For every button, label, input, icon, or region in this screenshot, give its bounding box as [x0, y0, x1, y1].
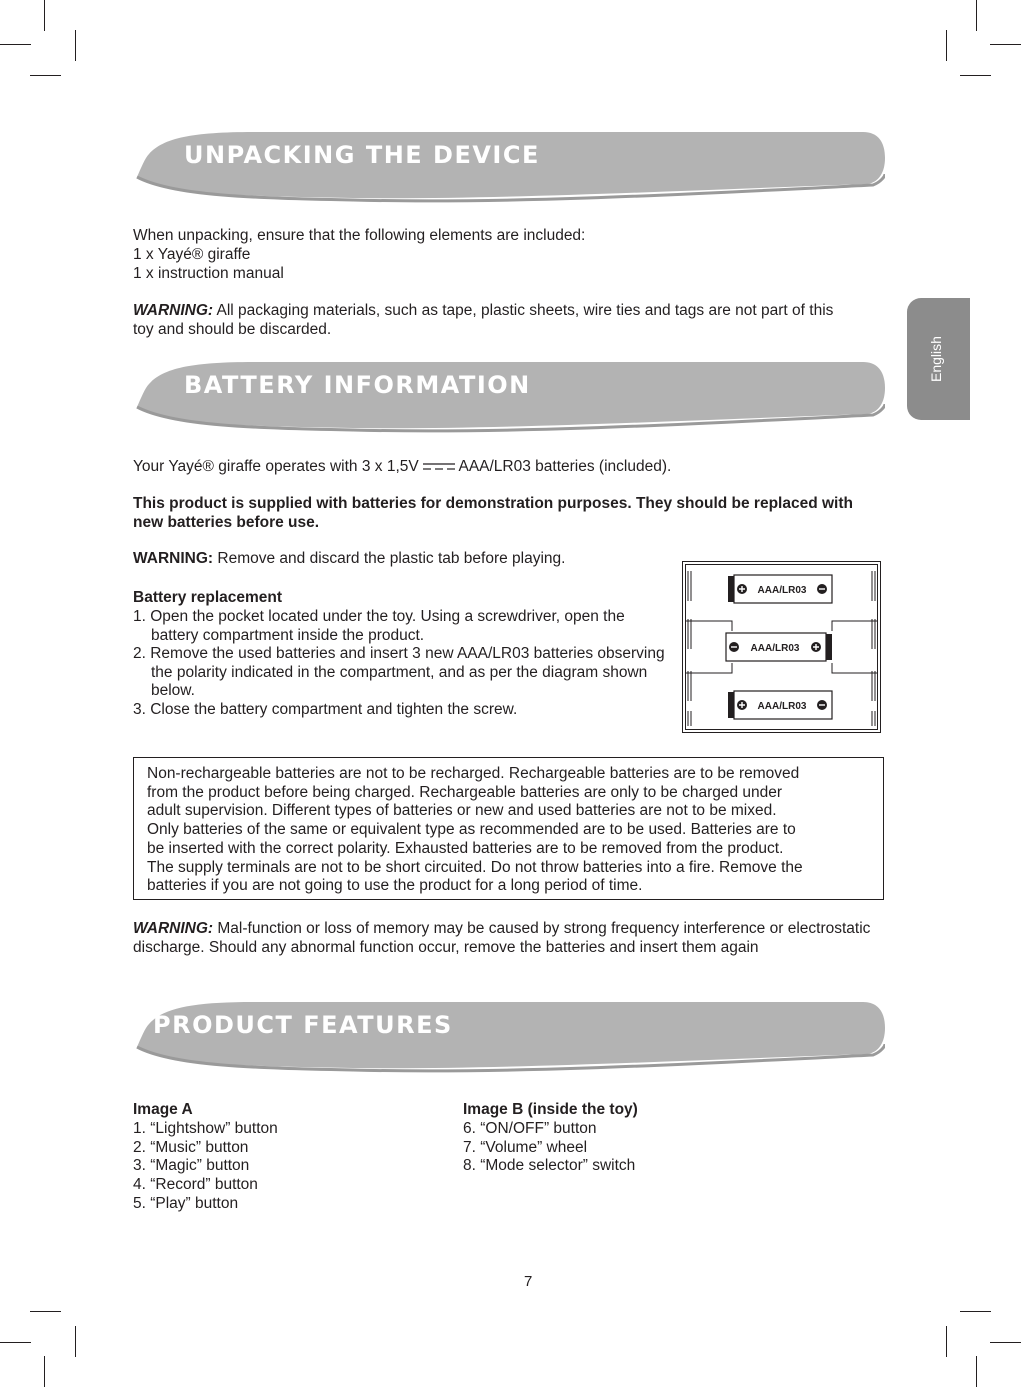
unpacking-warning — [133, 302, 893, 321]
crop-mark — [44, 1356, 45, 1387]
notice-line: The supply terminals are not to be short circuited. Do not throw batteries into a fire. Remove the — [147, 858, 803, 876]
unpacking-intro: When unpacking, ensure that the following elements are included: — [133, 227, 586, 244]
dc-symbol-icon — [423, 462, 455, 472]
image-b-title: Image B (inside the toy) — [463, 1101, 638, 1118]
list-item: 3. “Magic” button — [133, 1157, 250, 1174]
list-item: 6. “ON/OFF” button — [463, 1120, 597, 1137]
crop-mark — [976, 1356, 977, 1387]
crop-mark — [44, 0, 45, 31]
battery-safety-notice — [133, 757, 884, 900]
warning-text: Mal-function or loss of memory may be caused by strong frequency interference or electrostatic discharge. Should any abnormal function occur, remove the batteries and insert them again — [133, 920, 871, 956]
interference-warning — [133, 920, 873, 957]
crop-mark — [0, 1342, 31, 1343]
section-title: UNPACKING THE DEVICE — [184, 141, 540, 169]
notice-line: be inserted with the correct polarity. Exhausted batteries are to be removed from the product. — [147, 839, 784, 857]
crop-mark — [946, 1326, 947, 1357]
notice-line: from the product before being charged. Rechargeable batteries are only to be charged under — [147, 783, 783, 801]
replacement-step: 2. Remove the used batteries and insert 3 new AAA/LR03 batteries observing the polarity indicated in the compartment, and as per the diagram shown below. — [133, 645, 665, 700]
battery-spec-text: Your Yayé® giraffe operates with 3 x 1,5V — [133, 458, 424, 475]
warning-label: WARNING: — [133, 302, 214, 319]
crop-mark — [960, 75, 991, 76]
replacement-title: Battery replacement — [133, 589, 283, 606]
list-item: 1 x instruction manual — [133, 265, 284, 282]
notice-line: batteries if you are not going to use the product for a long period of time. — [147, 877, 643, 895]
notice-line: Non-rechargeable batteries are not to be recharged. Rechargeable batteries are to be removed — [147, 765, 800, 782]
list-item: 2. “Music” button — [133, 1139, 249, 1156]
battery-cell-label: AAA/LR03 — [750, 643, 800, 654]
battery-cell-label: AAA/LR03 — [757, 585, 807, 596]
battery-cell-label: AAA/LR03 — [757, 701, 807, 712]
section-banner-battery — [133, 360, 885, 440]
unpacking-warning-cont: toy and should be discarded. — [133, 321, 332, 338]
section-banner-features — [133, 1000, 885, 1080]
battery-cell — [728, 575, 832, 603]
list-item: 8. “Mode selector” switch — [463, 1157, 636, 1174]
image-a-title: Image A — [133, 1101, 193, 1118]
battery-cell — [728, 691, 832, 719]
notice-line: adult supervision. Different types of batteries or new and used batteries are not to be mixed. — [147, 802, 777, 820]
replacement-step: 1. Open the pocket located under the toy. Using a screwdriver, open the battery compartment inside the product. — [133, 608, 625, 644]
crop-mark — [75, 30, 76, 61]
demo-note: This product is supplied with batteries for demonstration purposes. They should be replaced with new batteries before use. — [133, 495, 853, 531]
section-banner-unpacking — [133, 130, 885, 210]
battery-spec-text: AAA/LR03 batteries (included). — [455, 458, 672, 475]
section-title: PRODUCT FEATURES — [153, 1011, 453, 1039]
crop-mark — [990, 1342, 1021, 1343]
warning-text: Remove and discard the plastic tab before playing. — [213, 550, 566, 567]
replacement-step: 3. Close the battery compartment and tighten the screw. — [133, 701, 518, 718]
battery-spec — [133, 458, 671, 477]
battery-warning — [133, 550, 565, 569]
warning-label: WARNING: — [133, 550, 214, 567]
language-tab — [907, 298, 970, 420]
crop-mark — [30, 75, 61, 76]
crop-mark — [0, 44, 31, 45]
notice-line: Only batteries of the same or equivalent type as recommended are to be used. Batteries are to — [147, 821, 796, 839]
list-item: 1. “Lightshow” button — [133, 1120, 278, 1137]
warning-label: WARNING: — [133, 920, 214, 937]
battery-cell — [726, 633, 832, 661]
language-label: English — [928, 336, 944, 382]
crop-mark — [30, 1311, 61, 1312]
list-item: 7. “Volume” wheel — [463, 1139, 588, 1156]
page-number: 7 — [524, 1273, 533, 1290]
crop-mark — [75, 1326, 76, 1357]
battery-compartment-diagram — [682, 561, 882, 734]
list-item: 4. “Record” button — [133, 1176, 258, 1193]
crop-mark — [960, 1311, 991, 1312]
list-item: 1 x Yayé® giraffe — [133, 246, 251, 263]
crop-mark — [946, 30, 947, 61]
crop-mark — [990, 44, 1021, 45]
section-title: BATTERY INFORMATION — [184, 371, 531, 399]
crop-mark — [976, 0, 977, 31]
list-item: 5. “Play” button — [133, 1195, 239, 1212]
warning-text: All packaging materials, such as tape, plastic sheets, wire ties and tags are not part of this — [213, 302, 834, 319]
